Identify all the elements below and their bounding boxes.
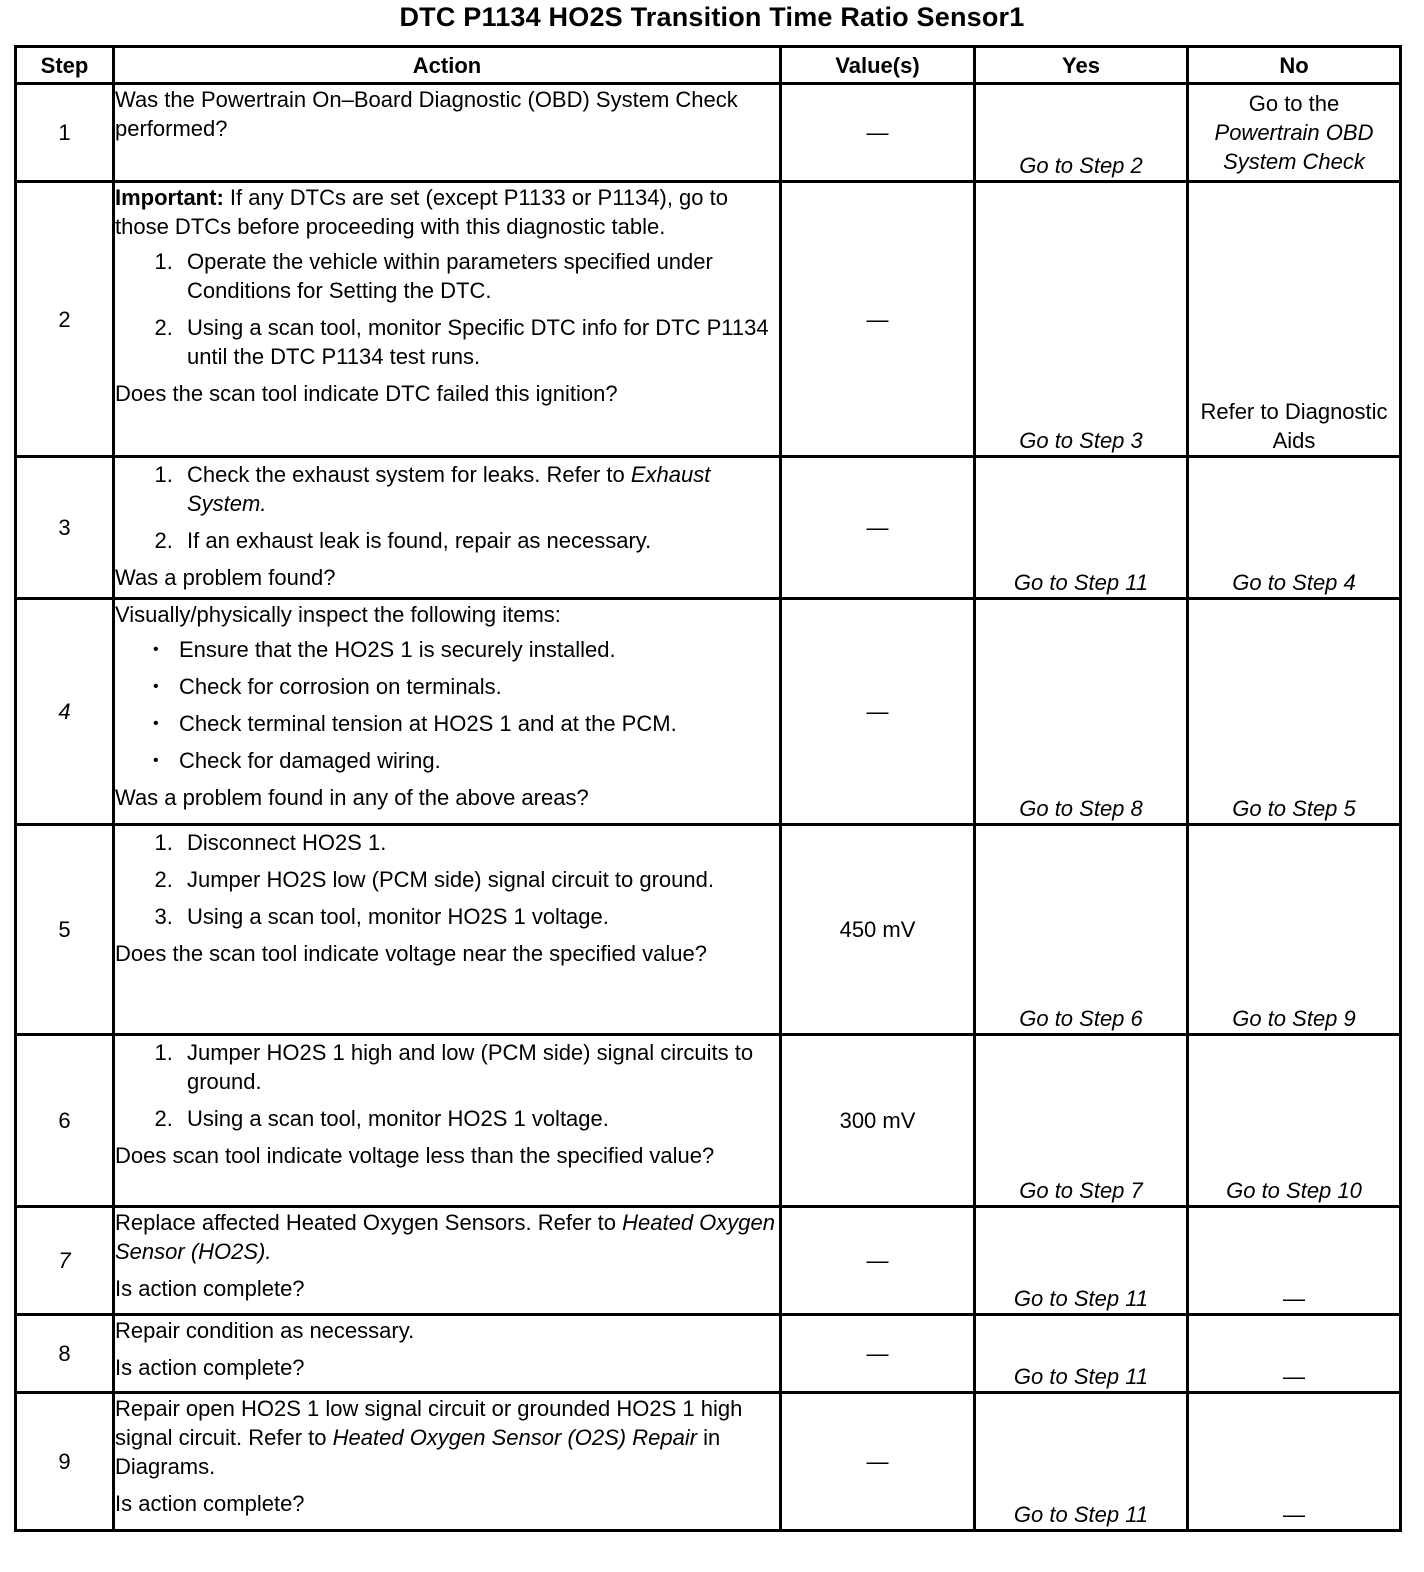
reference-heated-oxygen-sensor: Heated Oxygen Sensor (HO2S). (115, 1210, 775, 1264)
action-question: Does the scan tool indicate voltage near the specified value? (115, 941, 707, 966)
step-number: 1 (16, 84, 114, 182)
diagnostic-table (14, 45, 1402, 1532)
step-number: 4 (16, 599, 114, 825)
table-row (16, 457, 1401, 599)
action-cell (114, 1315, 781, 1393)
step-number: 3 (16, 457, 114, 599)
action-cell (114, 1207, 781, 1315)
no-prefix: Go to the (1248, 91, 1340, 116)
table-header-row (16, 47, 1401, 84)
important-note (115, 183, 779, 241)
yes-cell: Go to Step 6 (975, 825, 1188, 1035)
action-cell (114, 1035, 781, 1207)
action-question: Is action complete? (115, 1276, 305, 1301)
table-row (16, 825, 1401, 1035)
step-number: 2 (16, 182, 114, 457)
important-text: If any DTCs are set (except P1133 or P1134), go to those DTCs before proceeding with this diagnostic table. (115, 185, 728, 239)
step-number: 9 (16, 1393, 114, 1531)
action-step: 2. Using a scan tool, monitor HO2S 1 voltage. (179, 1104, 779, 1133)
value-cell: — (781, 1207, 975, 1315)
action-cell (114, 457, 781, 599)
action-steps (115, 247, 779, 371)
step-number: 5 (16, 825, 114, 1035)
header-step: Step (16, 47, 114, 84)
reference-exhaust-system: Exhaust System. (187, 462, 711, 516)
action-step-text: Check the exhaust system for leaks. Refer to (187, 462, 631, 487)
value-cell: 300 mV (781, 1035, 975, 1207)
table-row (16, 182, 1401, 457)
action-cell (114, 182, 781, 457)
table-row (16, 1035, 1401, 1207)
action-cell (114, 84, 781, 182)
value-cell: — (781, 457, 975, 599)
action-step: 2. Using a scan tool, monitor Specific DTC info for DTC P1134 until the DTC P1134 test runs. (179, 313, 779, 371)
no-cell: Go to Step 5 (1188, 599, 1401, 825)
no-cell: — (1188, 1315, 1401, 1393)
header-no: No (1188, 47, 1401, 84)
no-cell: — (1188, 1207, 1401, 1315)
action-steps (115, 1038, 779, 1133)
yes-cell: Go to Step 11 (975, 457, 1188, 599)
no-cell: Go to Step 4 (1188, 457, 1401, 599)
inspection-item: • Check for damaged wiring. (179, 746, 779, 775)
inspection-item: • Check terminal tension at HO2S 1 and at the PCM. (179, 709, 779, 738)
value-cell: — (781, 1393, 975, 1531)
no-reference: Powertrain OBD System Check (1214, 120, 1374, 174)
inspection-list (115, 635, 779, 775)
action-text (115, 1394, 779, 1481)
table-row (16, 1315, 1401, 1393)
step-number: 6 (16, 1035, 114, 1207)
important-label: Important: (115, 185, 224, 210)
yes-cell: Go to Step 11 (975, 1207, 1188, 1315)
page-title: DTC P1134 HO2S Transition Time Ratio Sensor1 (399, 2, 1025, 32)
inspection-item: • Check for corrosion on terminals. (179, 672, 779, 701)
action-step: 1. Jumper HO2S 1 high and low (PCM side) signal circuits to ground. (179, 1038, 779, 1096)
header-action: Action (114, 47, 781, 84)
action-step: 1. Disconnect HO2S 1. (179, 828, 779, 857)
action-question: Is action complete? (115, 1355, 305, 1380)
action-question: Does the scan tool indicate DTC failed this ignition? (115, 381, 618, 406)
yes-cell: Go to Step 2 (975, 84, 1188, 182)
value-cell: — (781, 599, 975, 825)
step-number: 7 (16, 1207, 114, 1315)
yes-cell: Go to Step 8 (975, 599, 1188, 825)
action-text: Repair condition as necessary. (115, 1318, 415, 1343)
no-cell: Refer to Diagnostic Aids (1188, 182, 1401, 457)
header-values: Value(s) (781, 47, 975, 84)
action-text-main: Replace affected Heated Oxygen Sensors. Refer to (115, 1210, 623, 1235)
action-question: Was a problem found in any of the above areas? (115, 785, 589, 810)
action-steps (115, 828, 779, 931)
action-step: 3. Using a scan tool, monitor HO2S 1 voltage. (179, 902, 779, 931)
action-cell (114, 599, 781, 825)
step-number: 8 (16, 1315, 114, 1393)
value-cell: 450 mV (781, 825, 975, 1035)
action-cell (114, 825, 781, 1035)
table-row (16, 1393, 1401, 1531)
table-row (16, 84, 1401, 182)
action-text-after: in Diagrams. (115, 1425, 721, 1479)
action-text (115, 1208, 779, 1266)
value-cell: — (781, 1315, 975, 1393)
no-cell (1188, 84, 1401, 182)
inspection-item: • Ensure that the HO2S 1 is securely installed. (179, 635, 779, 664)
action-text-main: Repair open HO2S 1 low signal circuit or grounded HO2S 1 high signal circuit. Refer to (115, 1396, 743, 1450)
action-cell (114, 1393, 781, 1531)
action-question: Was the Powertrain On–Board Diagnostic (OBD) System Check performed? (115, 87, 738, 141)
action-steps (115, 460, 779, 555)
no-cell: Go to Step 9 (1188, 825, 1401, 1035)
yes-cell: Go to Step 11 (975, 1315, 1188, 1393)
action-step: 1. Operate the vehicle within parameters specified under Conditions for Setting the DTC. (179, 247, 779, 305)
table-row (16, 1207, 1401, 1315)
yes-cell: Go to Step 7 (975, 1035, 1188, 1207)
no-cell: Go to Step 10 (1188, 1035, 1401, 1207)
yes-cell: Go to Step 3 (975, 182, 1188, 457)
table-row (16, 599, 1401, 825)
action-question: Does scan tool indicate voltage less than the specified value? (115, 1143, 715, 1168)
no-cell: — (1188, 1393, 1401, 1531)
action-question: Is action complete? (115, 1491, 305, 1516)
action-step (179, 460, 779, 518)
action-step: 2. Jumper HO2S low (PCM side) signal circuit to ground. (179, 865, 779, 894)
action-step: 2. If an exhaust leak is found, repair as necessary. (179, 526, 779, 555)
value-cell: — (781, 182, 975, 457)
action-intro: Visually/physically inspect the following items: (115, 602, 561, 627)
reference-o2s-repair: Heated Oxygen Sensor (O2S) Repair (332, 1425, 698, 1450)
value-cell: — (781, 84, 975, 182)
action-question: Was a problem found? (115, 565, 336, 590)
header-yes: Yes (975, 47, 1188, 84)
yes-cell: Go to Step 11 (975, 1393, 1188, 1531)
